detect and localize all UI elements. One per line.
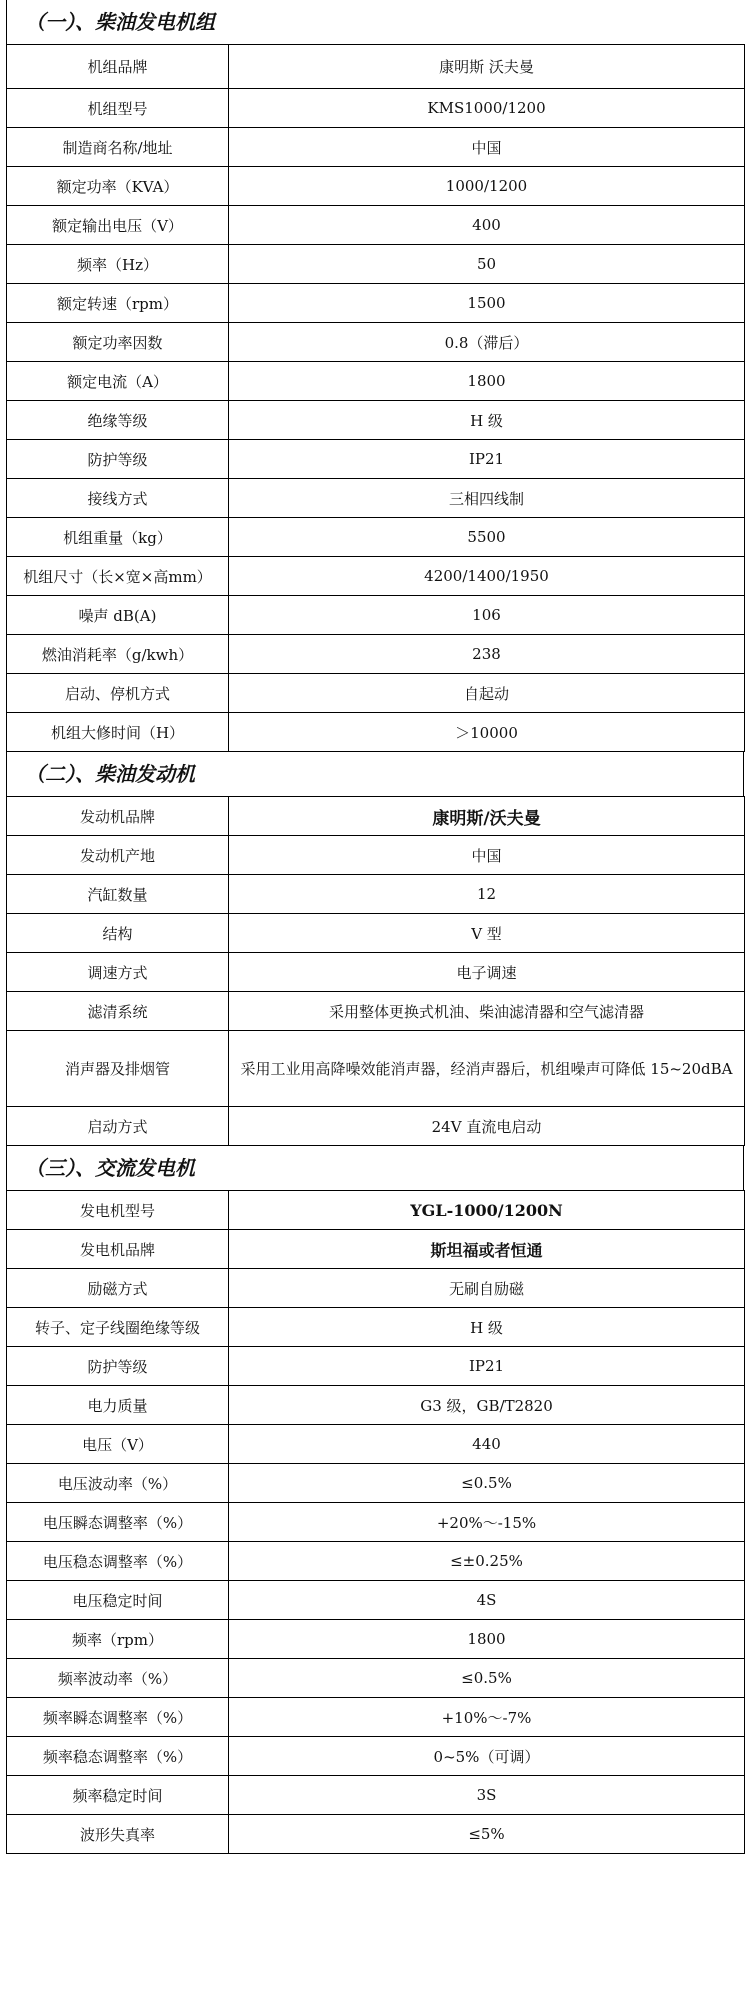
spec-label: 频率波动率（%）: [7, 1659, 229, 1698]
spec-label: 制造商名称/地址: [7, 128, 229, 167]
spec-label: 频率稳态调整率（%）: [7, 1737, 229, 1776]
table-row: [7, 128, 745, 167]
spec-value: 12: [229, 875, 745, 914]
spec-label: 发动机品牌: [7, 797, 229, 836]
spec-value: +20%～-15%: [229, 1503, 745, 1542]
spec-label: 机组品牌: [7, 45, 229, 89]
spec-label: 消声器及排烟管: [7, 1031, 229, 1107]
spec-label: 额定转速（rpm）: [7, 284, 229, 323]
spec-value: ≤5%: [229, 1815, 745, 1854]
spec-label: 波形失真率: [7, 1815, 229, 1854]
table-row: [7, 362, 745, 401]
spec-label: 发电机型号: [7, 1191, 229, 1230]
spec-label: 励磁方式: [7, 1269, 229, 1308]
spec-label: 电压稳定时间: [7, 1581, 229, 1620]
spec-label: 额定功率因数: [7, 323, 229, 362]
spec-label: 接线方式: [7, 479, 229, 518]
spec-value: 自起动: [229, 674, 745, 713]
spec-label: 机组型号: [7, 89, 229, 128]
section-title-alternator: （三）、交流发电机: [6, 1146, 744, 1190]
spec-label: 转子、定子线圈绝缘等级: [7, 1308, 229, 1347]
table-row: [7, 440, 745, 479]
spec-value: V 型: [229, 914, 745, 953]
spec-label: 电压波动率（%）: [7, 1464, 229, 1503]
spec-label: 防护等级: [7, 440, 229, 479]
table-row: [7, 1581, 745, 1620]
table-row: [7, 1620, 745, 1659]
spec-value: ≤±0.25%: [229, 1542, 745, 1581]
spec-value: 无刷自励磁: [229, 1269, 745, 1308]
table-row: [7, 1031, 745, 1107]
table-row: [7, 401, 745, 440]
spec-label: 发动机产地: [7, 836, 229, 875]
spec-value: 440: [229, 1425, 745, 1464]
spec-label: 启动、停机方式: [7, 674, 229, 713]
spec-label: 频率（rpm）: [7, 1620, 229, 1659]
spec-table-genset: [6, 44, 745, 752]
table-row: [7, 1425, 745, 1464]
spec-value: IP21: [229, 440, 745, 479]
spec-value: 采用工业用高降噪效能消声器，经消声器后，机组噪声可降低 15~20dBA: [229, 1031, 745, 1107]
spec-label: 电力质量: [7, 1386, 229, 1425]
spec-value: ＞10000: [229, 713, 745, 752]
table-row: [7, 1464, 745, 1503]
section-title-genset: （一）、柴油发电机组: [6, 0, 744, 44]
spec-label: 燃油消耗率（g/kwh）: [7, 635, 229, 674]
table-row: [7, 1776, 745, 1815]
spec-value: 5500: [229, 518, 745, 557]
spec-label: 电压（V）: [7, 1425, 229, 1464]
table-row: [7, 1815, 745, 1854]
spec-value: 电子调速: [229, 953, 745, 992]
table-row: [7, 1737, 745, 1776]
table-row: [7, 797, 745, 836]
table-row: [7, 557, 745, 596]
spec-value: 400: [229, 206, 745, 245]
spec-label: 机组尺寸（长×宽×高mm）: [7, 557, 229, 596]
table-row: [7, 167, 745, 206]
spec-value: H 级: [229, 401, 745, 440]
spec-label: 机组大修时间（H）: [7, 713, 229, 752]
table-row: [7, 1269, 745, 1308]
spec-label: 频率（Hz）: [7, 245, 229, 284]
table-row: [7, 953, 745, 992]
spec-value: KMS1000/1200: [229, 89, 745, 128]
spec-label: 发电机品牌: [7, 1230, 229, 1269]
spec-label: 额定功率（KVA）: [7, 167, 229, 206]
spec-label: 电压稳态调整率（%）: [7, 1542, 229, 1581]
spec-label: 调速方式: [7, 953, 229, 992]
table-row: [7, 1503, 745, 1542]
spec-document: [6, 0, 744, 1854]
spec-label: 噪声 dB(A): [7, 596, 229, 635]
table-row: [7, 1308, 745, 1347]
spec-value: 三相四线制: [229, 479, 745, 518]
spec-value: 1800: [229, 1620, 745, 1659]
spec-label: 额定电流（A）: [7, 362, 229, 401]
spec-table-engine: [6, 796, 745, 1146]
spec-label: 电压瞬态调整率（%）: [7, 1503, 229, 1542]
spec-value: 1000/1200: [229, 167, 745, 206]
table-row: [7, 206, 745, 245]
spec-label: 额定输出电压（V）: [7, 206, 229, 245]
table-row: [7, 713, 745, 752]
spec-label: 防护等级: [7, 1347, 229, 1386]
spec-value: 4S: [229, 1581, 745, 1620]
spec-value: 238: [229, 635, 745, 674]
spec-value: +10%～-7%: [229, 1698, 745, 1737]
spec-label: 滤清系统: [7, 992, 229, 1031]
spec-value: 中国: [229, 128, 745, 167]
table-row: [7, 1542, 745, 1581]
spec-value: 采用整体更换式机油、柴油滤清器和空气滤清器: [229, 992, 745, 1031]
table-row: [7, 245, 745, 284]
spec-value: 斯坦福或者恒通: [229, 1230, 745, 1269]
spec-value: IP21: [229, 1347, 745, 1386]
table-row: [7, 875, 745, 914]
table-row: [7, 518, 745, 557]
spec-value: ≤0.5%: [229, 1659, 745, 1698]
table-row: [7, 284, 745, 323]
spec-label: 结构: [7, 914, 229, 953]
table-row: [7, 596, 745, 635]
spec-value: H 级: [229, 1308, 745, 1347]
table-row: [7, 45, 745, 89]
table-row: [7, 1698, 745, 1737]
section-title-engine: （二）、柴油发动机: [6, 752, 744, 796]
table-row: [7, 1191, 745, 1230]
table-row: [7, 479, 745, 518]
spec-label: 汽缸数量: [7, 875, 229, 914]
spec-value: 24V 直流电启动: [229, 1107, 745, 1146]
spec-value: 1800: [229, 362, 745, 401]
spec-value: G3 级，GB/T2820: [229, 1386, 745, 1425]
spec-value: 106: [229, 596, 745, 635]
spec-value: 康明斯 沃夫曼: [229, 45, 745, 89]
spec-value: 康明斯/沃夫曼: [229, 797, 745, 836]
spec-value: 1500: [229, 284, 745, 323]
table-row: [7, 1107, 745, 1146]
spec-label: 频率瞬态调整率（%）: [7, 1698, 229, 1737]
spec-label: 机组重量（kg）: [7, 518, 229, 557]
table-row: [7, 992, 745, 1031]
table-row: [7, 1230, 745, 1269]
spec-value: 0.8（滞后）: [229, 323, 745, 362]
spec-table-alternator: [6, 1190, 745, 1854]
spec-label: 绝缘等级: [7, 401, 229, 440]
table-row: [7, 1386, 745, 1425]
table-row: [7, 635, 745, 674]
spec-label: 频率稳定时间: [7, 1776, 229, 1815]
table-row: [7, 1659, 745, 1698]
spec-value: ≤0.5%: [229, 1464, 745, 1503]
spec-value: 中国: [229, 836, 745, 875]
spec-label: 启动方式: [7, 1107, 229, 1146]
spec-value: 4200/1400/1950: [229, 557, 745, 596]
table-row: [7, 1347, 745, 1386]
table-row: [7, 323, 745, 362]
spec-value: YGL-1000/1200N: [229, 1191, 745, 1230]
spec-value: 3S: [229, 1776, 745, 1815]
spec-value: 50: [229, 245, 745, 284]
spec-value: 0~5%（可调）: [229, 1737, 745, 1776]
table-row: [7, 914, 745, 953]
table-row: [7, 836, 745, 875]
table-row: [7, 674, 745, 713]
table-row: [7, 89, 745, 128]
